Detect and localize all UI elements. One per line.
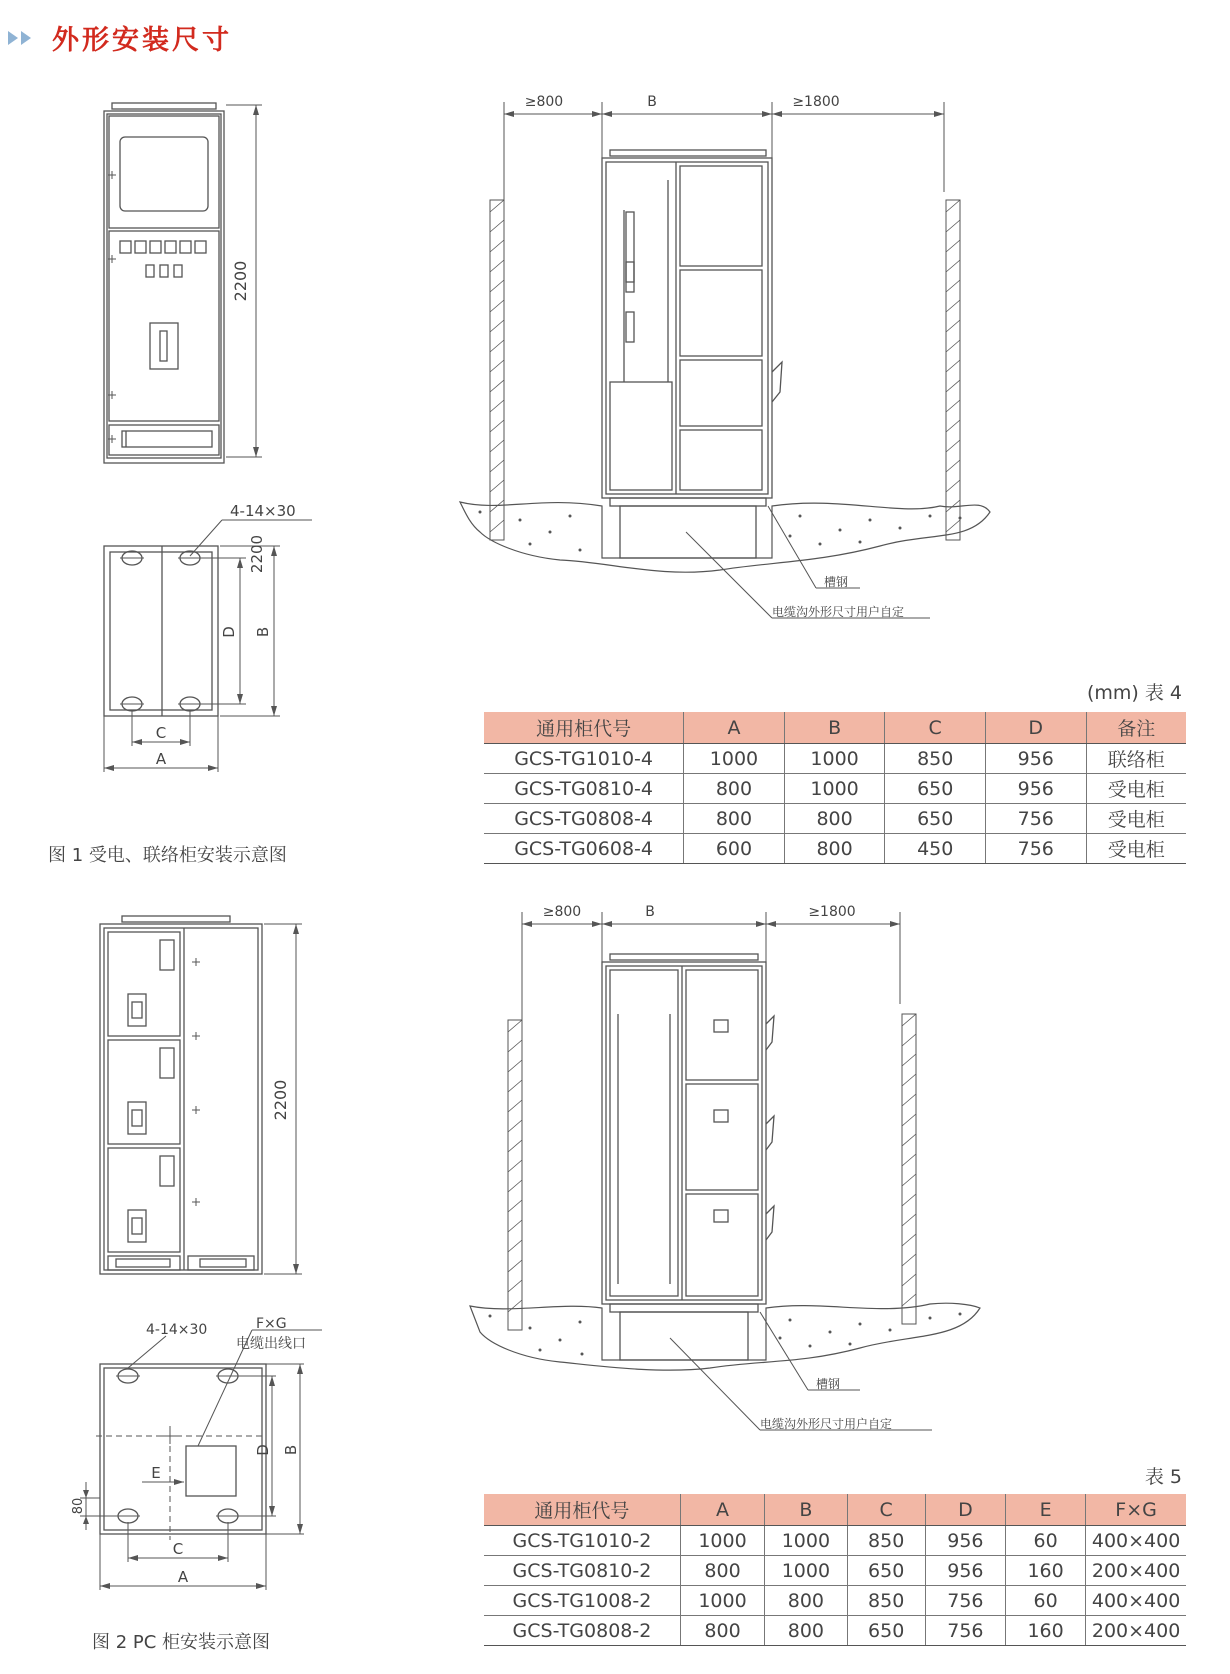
side2-b-label: B	[645, 904, 655, 920]
table5-header: 通用柜代号	[484, 1494, 680, 1526]
table4-cell: 受电柜	[1086, 804, 1186, 834]
side1-right-clearance: ≥1800	[792, 94, 840, 110]
table5-cell: 200×400	[1086, 1616, 1186, 1646]
table4-cell: 受电柜	[1086, 834, 1186, 864]
fig1-plan-view	[90, 502, 330, 800]
table4-cell: 800	[684, 804, 785, 834]
table5-cell: 850	[847, 1526, 925, 1556]
table4-cell: GCS-TG0808-4	[484, 804, 684, 834]
table4-cell: GCS-TG0810-4	[484, 774, 684, 804]
table4-note: (mm) 表 4	[1086, 682, 1182, 704]
table4-cell: 650	[885, 804, 986, 834]
table4-cell: 956	[985, 774, 1086, 804]
side-view-1	[460, 92, 1000, 662]
side2-left-clearance: ≥800	[542, 904, 582, 920]
fig2-cable-label: 电缆出线口	[236, 1336, 306, 1352]
table4-cell: 650	[885, 774, 986, 804]
table5-cell: 756	[925, 1586, 1005, 1616]
table4-header: A	[684, 712, 785, 744]
table4-cell: GCS-TG0608-4	[484, 834, 684, 864]
table5-cell: 1000	[680, 1586, 764, 1616]
table5-cell: 650	[847, 1556, 925, 1586]
table4-cell: 450	[885, 834, 986, 864]
table-row	[484, 744, 1186, 774]
table5-cell: 800	[680, 1616, 764, 1646]
table5-cell: GCS-TG0810-2	[484, 1556, 680, 1586]
fig1-hole-label: 4-14×30	[230, 502, 296, 520]
fig2-height-label: 2200	[271, 1079, 290, 1121]
table5-cell: 1000	[765, 1526, 847, 1556]
table5-cell: 400×400	[1086, 1586, 1186, 1616]
table5	[484, 1494, 1186, 1646]
table4-cell: 756	[985, 834, 1086, 864]
table4-cell: 受电柜	[1086, 774, 1186, 804]
table5-cell: 956	[925, 1556, 1005, 1586]
side1-left-clearance: ≥800	[524, 94, 564, 110]
table4-cell: 1000	[784, 774, 885, 804]
table4	[484, 712, 1186, 864]
table5-cell: 800	[765, 1616, 847, 1646]
table4-cell: 956	[985, 744, 1086, 774]
side2-trench-label: 电缆沟外形尺寸用户自定	[760, 1417, 893, 1431]
fig2-e-label: E	[151, 1464, 161, 1482]
table4-cell: 756	[985, 804, 1086, 834]
title-arrows-icon	[8, 30, 44, 46]
table5-note: 表 5	[1144, 1466, 1182, 1488]
fig1-c-label: C	[155, 724, 167, 742]
fig1-plan-height-label: 2200	[248, 534, 266, 574]
table4-header: 通用柜代号	[484, 712, 684, 744]
table5-cell: 800	[680, 1556, 764, 1586]
table-row	[484, 804, 1186, 834]
table5-cell: 800	[765, 1586, 847, 1616]
table5-cell: GCS-TG0808-2	[484, 1616, 680, 1646]
fig1-caption: 图 1 受电、联络柜安装示意图	[48, 845, 287, 866]
table-row	[484, 1616, 1186, 1646]
table-row	[484, 834, 1186, 864]
fig1-d-label: D	[220, 626, 238, 638]
table4-cell: 800	[784, 804, 885, 834]
fig2-fxg-label: F×G	[256, 1316, 287, 1332]
table5-cell: 60	[1005, 1586, 1085, 1616]
table4-cell: 600	[684, 834, 785, 864]
table4-cell: 800	[784, 834, 885, 864]
fig1-height-label: 2200	[231, 260, 250, 302]
fig2-plan-view	[71, 1316, 356, 1612]
table5-cell: 650	[847, 1616, 925, 1646]
table5-cell: 850	[847, 1586, 925, 1616]
fig1-front-elevation	[90, 95, 290, 475]
table-row	[484, 774, 1186, 804]
table5-cell: 60	[1005, 1526, 1085, 1556]
side2-right-clearance: ≥1800	[808, 904, 856, 920]
table5-header: E	[1005, 1494, 1085, 1526]
fig2-hole-label: 4-14×30	[146, 1322, 208, 1338]
table5-cell: 1000	[680, 1526, 764, 1556]
fig2-c-label: C	[172, 1540, 184, 1558]
table5-header: D	[925, 1494, 1005, 1526]
table5-cell: GCS-TG1008-2	[484, 1586, 680, 1616]
fig1-b-label: B	[254, 626, 272, 638]
table5-cell: 956	[925, 1526, 1005, 1556]
table5-header: C	[847, 1494, 925, 1526]
fig1-a-label: A	[155, 750, 167, 768]
table5-cell: 756	[925, 1616, 1005, 1646]
table-row	[484, 1526, 1186, 1556]
page-title: 外形安装尺寸	[52, 25, 232, 56]
table4-cell: GCS-TG1010-4	[484, 744, 684, 774]
side-view-2	[470, 904, 1000, 1464]
table4-header: D	[985, 712, 1086, 744]
table5-cell: 160	[1005, 1616, 1085, 1646]
table4-cell: 850	[885, 744, 986, 774]
table4-cell: 1000	[684, 744, 785, 774]
table4-header: 备注	[1086, 712, 1186, 744]
table5-cell: 1000	[765, 1556, 847, 1586]
fig2-caption: 图 2 PC 柜安装示意图	[92, 1632, 271, 1653]
table5-header: B	[765, 1494, 847, 1526]
side1-trench-label: 电缆沟外形尺寸用户自定	[772, 605, 905, 619]
table5-header: F×G	[1086, 1494, 1186, 1526]
table4-header: C	[885, 712, 986, 744]
table4-cell: 1000	[784, 744, 885, 774]
table5-cell: 160	[1005, 1556, 1085, 1586]
side1-b-label: B	[647, 94, 657, 110]
fig2-b-label: B	[282, 1444, 300, 1456]
side1-steel-label: 槽钢	[824, 575, 849, 589]
table-row	[484, 1586, 1186, 1616]
table5-cell: 200×400	[1086, 1556, 1186, 1586]
table4-cell: 800	[684, 774, 785, 804]
table4-cell: 联络柜	[1086, 744, 1186, 774]
table5-cell: GCS-TG1010-2	[484, 1526, 680, 1556]
table5-header: A	[680, 1494, 764, 1526]
table5-cell: 400×400	[1086, 1526, 1186, 1556]
fig2-80-label: 80	[71, 1497, 86, 1515]
table-row	[484, 1556, 1186, 1586]
fig2-a-label: A	[177, 1568, 189, 1586]
table4-header: B	[784, 712, 885, 744]
side2-steel-label: 槽钢	[816, 1377, 841, 1391]
fig2-front-elevation	[90, 910, 330, 1280]
fig2-d-label: D	[254, 1444, 272, 1456]
